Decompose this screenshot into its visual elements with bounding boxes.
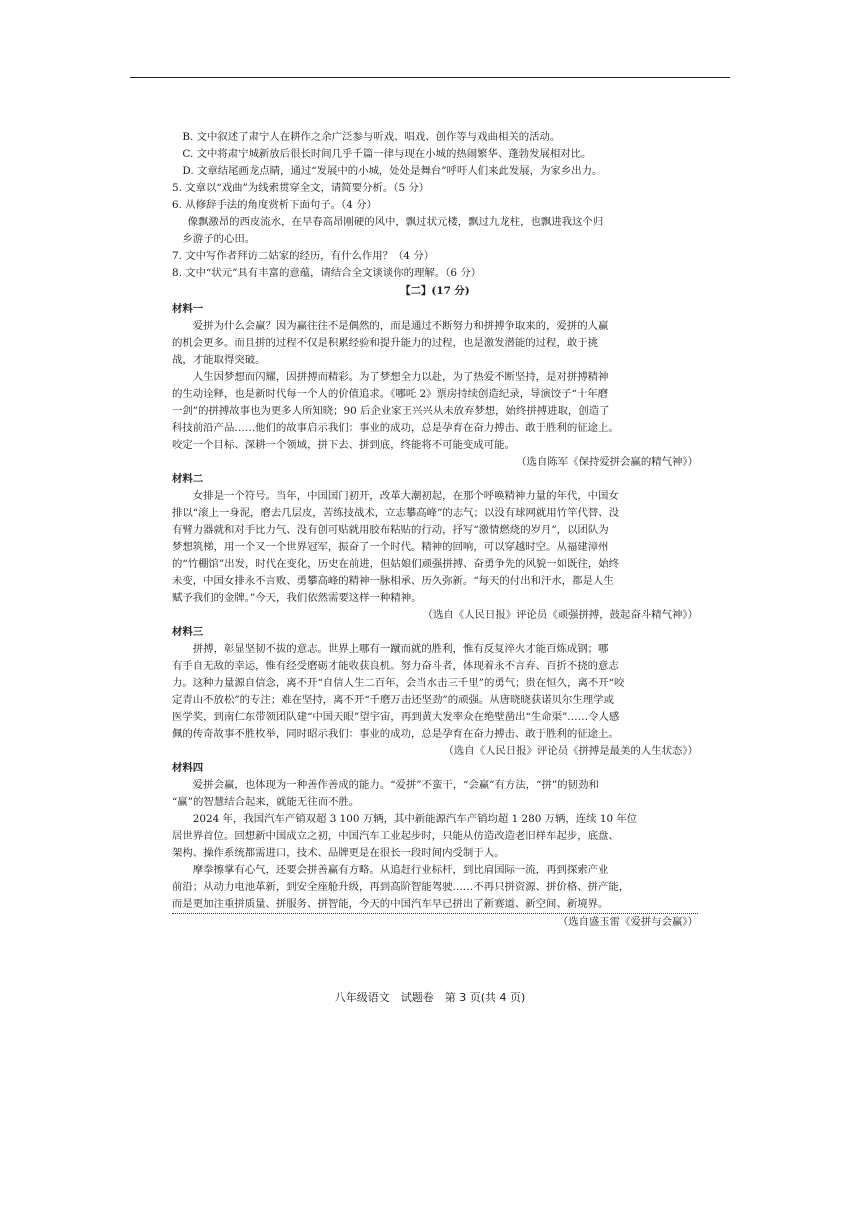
paragraph-line: 爱拼为什么会赢？因为赢往往不是偶然的，而是通过不断努力和拼搏争取来的，爱拼的人赢 xyxy=(192,320,609,332)
paragraph-line: 2024 年，我国汽车产销双超 3 100 万辆，其中新能源汽车产销均超 1 280 万辆，连续 10 年位 xyxy=(192,813,638,825)
exam-page-content xyxy=(172,129,698,931)
page-footer: 八年级语文 试题卷 第 3 页(共 4 页) xyxy=(334,991,526,1004)
paragraph-line: “赢”的智慧结合起来，就能无往而不胜。 xyxy=(172,796,360,808)
material-1 xyxy=(172,301,698,471)
option-b: B. 文中叙述了肃宁人在耕作之余广泛参与听戏、唱戏、创作等与戏曲相关的活动。 xyxy=(182,131,561,143)
paragraph-line: 咬定一个目标、深耕一个领域，拼下去、拼到底，终能将不可能变成可能。 xyxy=(172,439,515,451)
material-title: 材料三 xyxy=(172,626,204,638)
paragraph-line: 定青山不放松”的专注；难在坚持，离不开“千磨万击还坚劲”的顽强。从唐晓晓获诺贝尔生理学或 xyxy=(172,694,614,706)
paragraph-line: 居世界首位。回想新中国成立之初，中国汽车工业起步时，只能从仿造改造老旧样车起步，底盘、 xyxy=(172,830,619,842)
question-6: 6. 从修辞手法的角度赏析下面句子。（4 分） xyxy=(172,199,377,211)
paragraph-line: 科技前沿产品……他们的故事启示我们：事业的成功，总是孕育在奋力搏击、敢于胜利的征途上。 xyxy=(172,422,619,434)
paragraph-line: 架构、操作系统都需进口，技术、品牌更是在很长一段时间内受制于人。 xyxy=(172,847,505,859)
material-source: （选自盛玉雷《爱拼与会赢》） xyxy=(557,916,698,928)
paragraph-line: 排以“滚上一身泥，磨去几层皮，苦练技战术，立志攀高峰”的志气；以没有球网就用竹竿代替、没 xyxy=(172,507,620,519)
paragraph-line: 梦想筑梯，用一个又一个世界冠军，振奋了一个时代。精神的回响，可以穿越时空。从福建漳州 xyxy=(172,541,609,553)
paragraph-line: 女排是一个符号。当年，中国国门初开，改革大潮初起，在那个呼唤精神力量的年代，中国女 xyxy=(192,490,619,502)
top-rule xyxy=(130,77,730,78)
material-source: （选自《人民日报》评论员《拼搏是最美的人生状态》） xyxy=(443,745,698,757)
paragraph-line: 拼搏，彰显坚韧不拔的意志。世界上哪有一蹴而就的胜利，惟有反复淬火才能百炼成钢；哪 xyxy=(192,643,609,655)
question-8: 8. 文中“状元”具有丰富的意蕴，请结合全文谈谈你的理解。（6 分） xyxy=(172,267,482,279)
question-6-quote-line-2: 乡游子的心田。 xyxy=(182,233,256,245)
paragraph-line: 战，才能取得突破。 xyxy=(172,354,266,366)
option-c: C. 文中将肃宁城新放后很长时间几乎千篇一律与现在小城的热闹繁华、蓬勃发展相对比。 xyxy=(182,148,592,160)
material-title: 材料一 xyxy=(172,303,204,315)
paragraph-line: 佩的传奇故事不胜枚举，同时昭示我们：事业的成功，总是孕育在奋力搏击、敢于胜利的征途上。 xyxy=(172,728,619,740)
paragraph-line: 的机会更多。而且拼的过程不仅是积累经验和提升能力的过程，也是激发潜能的过程，敢于挑 xyxy=(172,337,599,349)
paragraph-line: 前沿；从动力电池革新，到安全座舱升级，再到高阶智能驾驶……不再只拼资源、拼价格、拼产能， xyxy=(172,881,630,893)
material-4 xyxy=(172,760,698,931)
paragraph-line: 医学奖，到南仁东带领团队建“中国天眼”望宇宙，再到黄大发率众在绝壁凿出“生命渠”……令人感 xyxy=(172,711,620,723)
paragraph-line: 的生动诠释，也是新时代每一个人的价值追求。《哪吒 2》票房持续创造纪录，导演饺子“十年磨 xyxy=(172,388,609,400)
question-7: 7. 文中写作者拜访二姑家的经历，有什么作用？（4 分） xyxy=(172,250,435,262)
paragraph-line-emphasized: 而是更加注重拼质量、拼服务、拼智能，今天的中国汽车早已拼出了新赛道、新空间、新境界。 xyxy=(172,896,698,914)
section-heading: 【二】(17 分) xyxy=(400,285,470,297)
paragraph-line: 摩拳擦掌有心气，还要会拼善赢有方略。从追赶行业标杆，到比肩国际一流，再到探索产业 xyxy=(192,864,609,876)
paragraph-line: 未变，中国女排永不言败、勇攀高峰的精神一脉相承、历久弥新。“每天的付出和汗水，都是人生 xyxy=(172,575,614,587)
material-3 xyxy=(172,624,698,760)
paragraph-line: 有手自无敌的幸运，惟有经受磨砺才能收获良机。努力奋斗者，体现着永不言弃、百折不挠的意志 xyxy=(172,660,619,672)
paragraph-line: 人生因梦想而闪耀，因拼搏而精彩。为了梦想全力以赴，为了热爱不断坚持，是对拼搏精神 xyxy=(192,371,609,383)
paragraph-line: 的“竹棚馆”出发，时代在变化，历史在前进，但姑娘们顽强拼搏、奋勇争先的风貌一如既往，始终 xyxy=(172,558,620,570)
paragraph-line: 赋予我们的金牌。”今天，我们依然需要这样一种精神。 xyxy=(172,592,422,604)
paragraph-line: 有臂力器就和对手比力气、没有创可贴就用胶布粘贴的行动，抒写“激情燃烧的岁月”，以团队为 xyxy=(172,524,609,536)
material-2 xyxy=(172,471,698,624)
material-title: 材料二 xyxy=(172,473,204,485)
option-d: D. 文章结尾画龙点睛，通过“发展中的小城，处处是舞台”呼吁人们来此发展，为家乡出力。 xyxy=(182,165,603,177)
question-5: 5. 文章以“戏曲”为线索贯穿全文，请简要分析。（5 分） xyxy=(172,182,430,194)
paragraph-line: 爱拼会赢，也体现为一种善作善成的能力。“爱拼”不蛮干，“会赢”有方法，“拼”的韧劲和 xyxy=(192,779,599,791)
question-6-quote-line-1: 像飘激昂的西皮流水，在早春高昂刚硬的风中，飘过状元楼，飘过九龙柱，也飘进我这个归 xyxy=(187,216,604,228)
questions-top xyxy=(172,129,698,282)
material-source: （选自陈军《保持爱拼会赢的精气神》） xyxy=(516,456,698,468)
material-source: （选自《人民日报》评论员《顽强拼搏，鼓起奋斗精气神》） xyxy=(422,609,698,621)
paragraph-line: 力。这种力量源自信念，离不开“自信人生二百年，会当水击三千里”的勇气；贵在恒久，离不开“咬 xyxy=(172,677,625,689)
material-title: 材料四 xyxy=(172,762,204,774)
paragraph-line: 一剑”的拼搏故事也为更多人所知晓；90 后企业家王兴兴从未放弃梦想，始终拼搏进取，创造了 xyxy=(172,405,610,417)
